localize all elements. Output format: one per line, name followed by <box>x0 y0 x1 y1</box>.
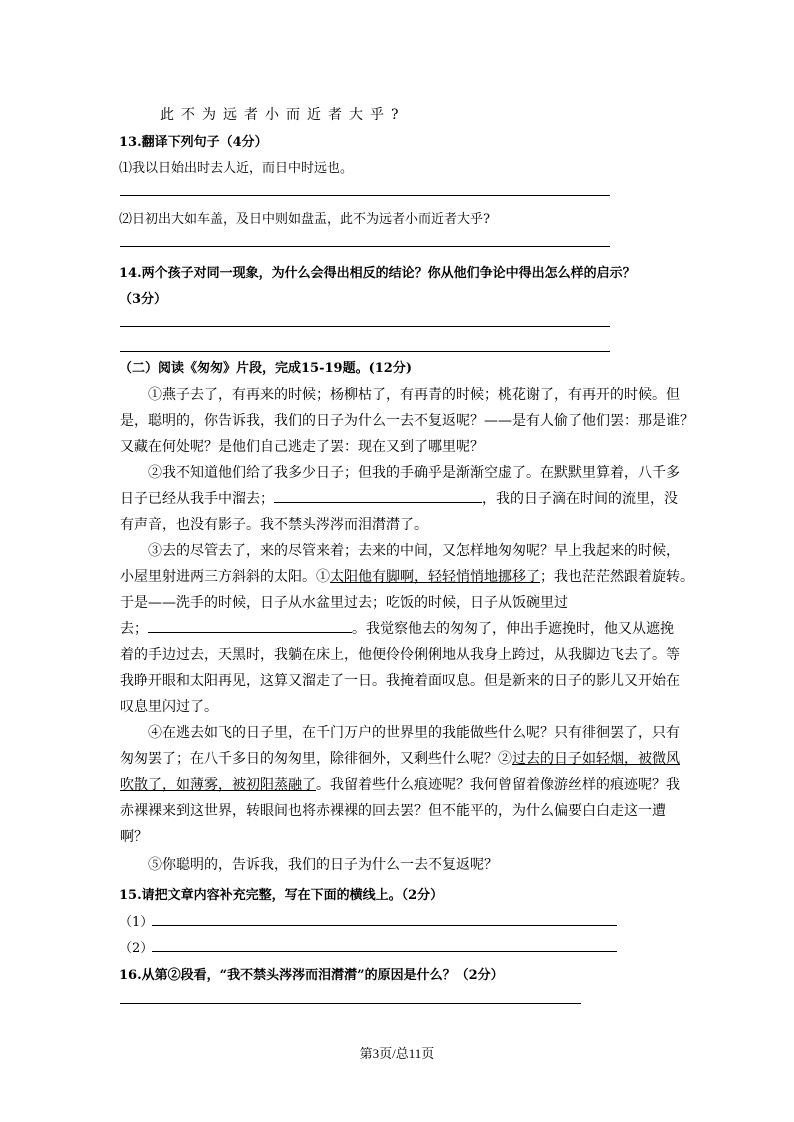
paragraph-line: ①燕子去了，有再来的时候；杨柳枯了，有再青的时候；桃花谢了，有再开的时候。但 <box>148 387 680 403</box>
paragraph-text: ；我也茫茫然跟着旋转。 <box>540 569 694 585</box>
answer-line[interactable] <box>120 351 610 352</box>
question-14-points: （3分） <box>119 292 168 307</box>
paragraph-line: ②我不知道他们给了我多少日子；但我的手确乎是渐渐空虚了。在默默里算着，八千多 <box>148 465 680 481</box>
paragraph-text: 去； <box>120 621 148 637</box>
paragraph-line <box>120 492 678 506</box>
answer-line-1[interactable] <box>152 925 617 926</box>
paragraph-line: 又藏在何处呢？是他们自己逃走了罢：现在又到了哪里呢？ <box>120 439 484 455</box>
paragraph-text: 小屋里射进两三方斜斜的太阳。① <box>120 569 330 585</box>
paragraph-line: ⑤你聪明的，告诉我，我们的日子为什么一去不复返呢？ <box>148 857 498 873</box>
paragraph-line: ④在逃去如飞的日子里，在千门万户的世界里的我能做些什么呢？只有徘徊罢了，只有 <box>148 725 680 741</box>
answer-line[interactable] <box>120 195 610 196</box>
paragraph-line: 着的手边过去，天黑时，我躺在床上，他便伶伶俐俐地从我身上跨过，从我脚边飞去了。等 <box>120 647 680 663</box>
paragraph-text: 匆匆罢了；在八千多日的匆匆里，除徘徊外，又剩些什么呢？② <box>120 751 512 767</box>
paragraph-text: 。我留着些什么痕迹呢？我何曾留着像游丝样的痕迹呢？我 <box>316 777 680 793</box>
paragraph-line: 赤裸裸来到这世界，转眼间也将赤裸裸的回去罢？但不能平的，为什么偏要白白走这一遭 <box>120 803 666 819</box>
fill-blank-2[interactable] <box>148 632 352 633</box>
question-13-sentence-2: ⑵日初出大如车盖，及日中则如盘盂，此不为远者小而近者大乎? <box>119 212 490 227</box>
answer-line-2[interactable] <box>152 951 617 952</box>
blank-label-1: （1） <box>119 915 154 930</box>
paragraph-line: 啊？ <box>120 829 148 845</box>
paragraph-text: 。我觉察他去的匆匆了，伸出手遮挽时，他又从遮挽 <box>352 621 674 637</box>
question-14-title: 14.两个孩子对同一现象，为什么会得出相反的结论？你从他们争论中得出怎么样的启示？ <box>119 266 636 281</box>
paragraph-line <box>120 778 680 792</box>
question-13-title: 13.翻译下列句子（4分） <box>119 135 268 150</box>
paragraph-line: 是，聪明的，你告诉我，我们的日子为什么一去不复返呢？——是有人偷了他们罢：那是谁？ <box>120 413 694 429</box>
question-15-title: 15.请把文章内容补充完整，写在下面的横线上。（2分） <box>119 888 444 903</box>
underlined-sentence-1: 太阳他有脚啊，轻轻悄悄地挪移了 <box>330 569 540 585</box>
section-2-title: （二）阅读《匆匆》片段，完成15-19题。(12分) <box>119 361 412 376</box>
paragraph-line <box>120 752 680 766</box>
question-16-title: 16.从第②段看，“我不禁头涔涔而泪潸潸”的原因是什么？（2分） <box>119 968 504 983</box>
paragraph-line: 有声音，也没有影子。我不禁头涔涔而泪潸潸了。 <box>120 517 428 533</box>
paragraph-line: 于是——洗手的时候，日子从水盆里过去；吃饭的时候，日子从饭碗里过 <box>120 595 568 611</box>
underlined-sentence-2-cont: 吹散了，如薄雾，被初阳蒸融了 <box>120 777 316 793</box>
paragraph-text: 日子已经从我手中溜去； <box>120 491 274 507</box>
paragraph-line: 我睁开眼和太阳再见，这算又溜走了一日。我掩着面叹息。但是新来的日子的影儿又开始在 <box>120 673 680 689</box>
fill-blank-1[interactable] <box>274 502 482 503</box>
underlined-sentence-2: 过去的日子如轻烟，被微风 <box>512 751 680 767</box>
blank-label-2: （2） <box>119 941 154 956</box>
paragraph-line: ③去的尽管去了，来的尽管来着；去来的中间，又怎样地匆匆呢？早上我起来的时候， <box>148 543 680 559</box>
paragraph-line <box>120 570 694 584</box>
page-number: 第3页/总11页 <box>359 1046 435 1061</box>
question-13-sentence-1: ⑴我以日始出时去人近，而日中时远也。 <box>119 161 354 176</box>
answer-line[interactable] <box>120 246 610 247</box>
paragraph-line: 叹息里闪过了。 <box>120 699 218 715</box>
paragraph-text: ，我的日子滴在时间的流里，没 <box>482 491 678 507</box>
paragraph-line <box>120 622 674 636</box>
quote-line: 此不为远者小而近者大乎? <box>160 107 406 123</box>
answer-line[interactable] <box>120 1003 581 1004</box>
answer-line[interactable] <box>120 326 610 327</box>
